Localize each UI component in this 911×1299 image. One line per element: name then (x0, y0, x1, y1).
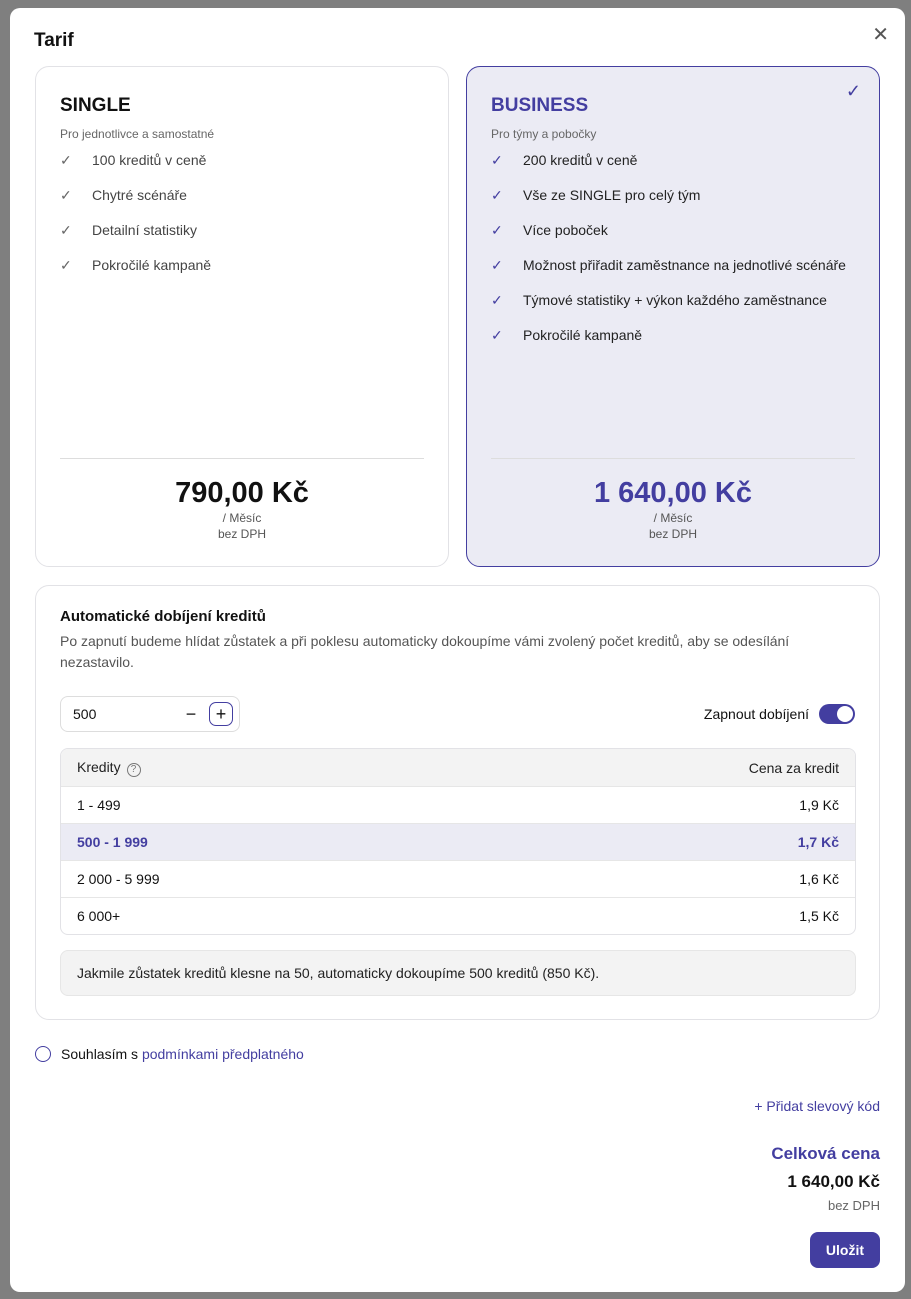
help-icon[interactable]: ? (127, 763, 141, 777)
table-row (61, 823, 855, 860)
feature-item (491, 184, 855, 207)
check-icon: ✓ (491, 327, 503, 343)
add-discount-button[interactable] (754, 1098, 880, 1114)
toggle-label: Zapnout dobíjení (703, 706, 809, 722)
credits-range: 6 000+ (77, 908, 121, 924)
terms-link[interactable]: podmínkami předplatného (141, 1046, 304, 1062)
terms-prefix: Souhlasím s (61, 1046, 139, 1062)
feature-item (491, 149, 855, 172)
modal-title: Tarif (34, 30, 74, 51)
feature-label: Pokročilé kampaně (92, 257, 212, 273)
pricing-table (60, 748, 856, 935)
feature-label: Více poboček (523, 222, 608, 238)
feature-label: Týmové statistiky + výkon každého zaměstnance (523, 292, 827, 308)
credits-range: 500 - 1 999 (77, 834, 148, 850)
check-icon: ✓ (60, 257, 72, 273)
header-credits: Kredity (77, 758, 121, 775)
plan-name: SINGLE (60, 95, 131, 116)
credits-range: 1 - 499 (77, 797, 121, 813)
table-row (61, 786, 855, 823)
selected-check-icon: ✓ (845, 81, 861, 101)
credit-price: 1,6 Kč (799, 871, 839, 887)
section-description: Po zapnutí budeme hlídat zůstatek a při poklesu automaticky dokoupíme vámi zvolený počet kreditů, aby se odesílání nezastavilo. (60, 633, 790, 670)
credits-range: 2 000 - 5 999 (77, 871, 160, 887)
feature-label: 200 kreditů v ceně (523, 152, 638, 168)
table-row (61, 860, 855, 897)
check-icon: ✓ (491, 257, 503, 273)
total-label: Celková cena (771, 1144, 880, 1163)
feature-item (491, 219, 855, 242)
feature-item (60, 219, 424, 242)
section-title: Automatické dobíjení kreditů (60, 608, 266, 625)
feature-label: Pokročilé kampaně (523, 327, 643, 343)
decrement-button[interactable]: − (185, 703, 197, 724)
plus-icon: + (754, 1098, 767, 1114)
feature-item (491, 254, 855, 277)
quantity-stepper[interactable] (60, 696, 240, 732)
quantity-value[interactable]: 500 (73, 706, 97, 722)
check-icon: ✓ (491, 222, 503, 238)
plan-card-business[interactable] (466, 66, 880, 567)
increment-button[interactable]: + (209, 702, 233, 726)
feature-item (491, 324, 855, 347)
feature-label: 100 kreditů v ceně (92, 152, 207, 168)
check-icon: ✓ (491, 292, 503, 308)
check-icon: ✓ (491, 152, 503, 168)
check-icon: ✓ (60, 222, 72, 238)
feature-item (60, 149, 424, 172)
table-row (61, 897, 855, 934)
feature-item (491, 289, 855, 312)
close-icon[interactable]: ✕ (872, 24, 889, 46)
plan-period: / Měsíc (653, 511, 693, 525)
check-icon: ✓ (60, 187, 72, 203)
plan-price: 1 640,00 Kč (593, 477, 752, 509)
credit-price: 1,9 Kč (799, 797, 839, 813)
feature-item (60, 184, 424, 207)
plan-card-single[interactable] (35, 66, 449, 567)
credit-price: 1,7 Kč (797, 834, 839, 850)
check-icon: ✓ (60, 152, 72, 168)
total-summary (771, 1144, 880, 1213)
feature-label: Detailní statistiky (92, 222, 198, 238)
discount-label: Přidat slevový kód (766, 1098, 880, 1114)
credit-price: 1,5 Kč (799, 908, 839, 924)
plan-vat: bez DPH (648, 527, 698, 541)
plan-vat: bez DPH (217, 527, 267, 541)
plan-period: / Měsíc (222, 511, 262, 525)
auto-recharge-section (35, 585, 880, 1020)
check-icon: ✓ (491, 187, 503, 203)
tariff-modal (10, 8, 905, 1292)
info-box: Jakmile zůstatek kreditů klesne na 50, automaticky dokoupíme 500 kreditů (850 Kč). (60, 950, 856, 996)
terms-agreement[interactable] (35, 1046, 304, 1062)
plan-name: BUSINESS (491, 95, 589, 116)
feature-label: Možnost přiřadit zaměstnance na jednotlivé scénáře (523, 257, 846, 273)
total-price: 1 640,00 Kč (787, 1172, 880, 1191)
feature-item (60, 254, 424, 277)
plan-subtitle: Pro jednotlivce a samostatné (60, 127, 215, 141)
save-button[interactable]: Uložit (810, 1232, 880, 1268)
feature-label: Vše ze SINGLE pro celý tým (523, 187, 701, 203)
plan-subtitle: Pro týmy a pobočky (491, 127, 597, 141)
table-header (61, 749, 855, 786)
header-price: Cena za kredit (748, 759, 839, 776)
recharge-toggle[interactable] (819, 704, 855, 724)
total-vat: bez DPH (827, 1198, 880, 1213)
plan-price: 790,00 Kč (175, 477, 309, 509)
terms-checkbox[interactable] (35, 1046, 51, 1062)
feature-label: Chytré scénáře (92, 187, 187, 203)
